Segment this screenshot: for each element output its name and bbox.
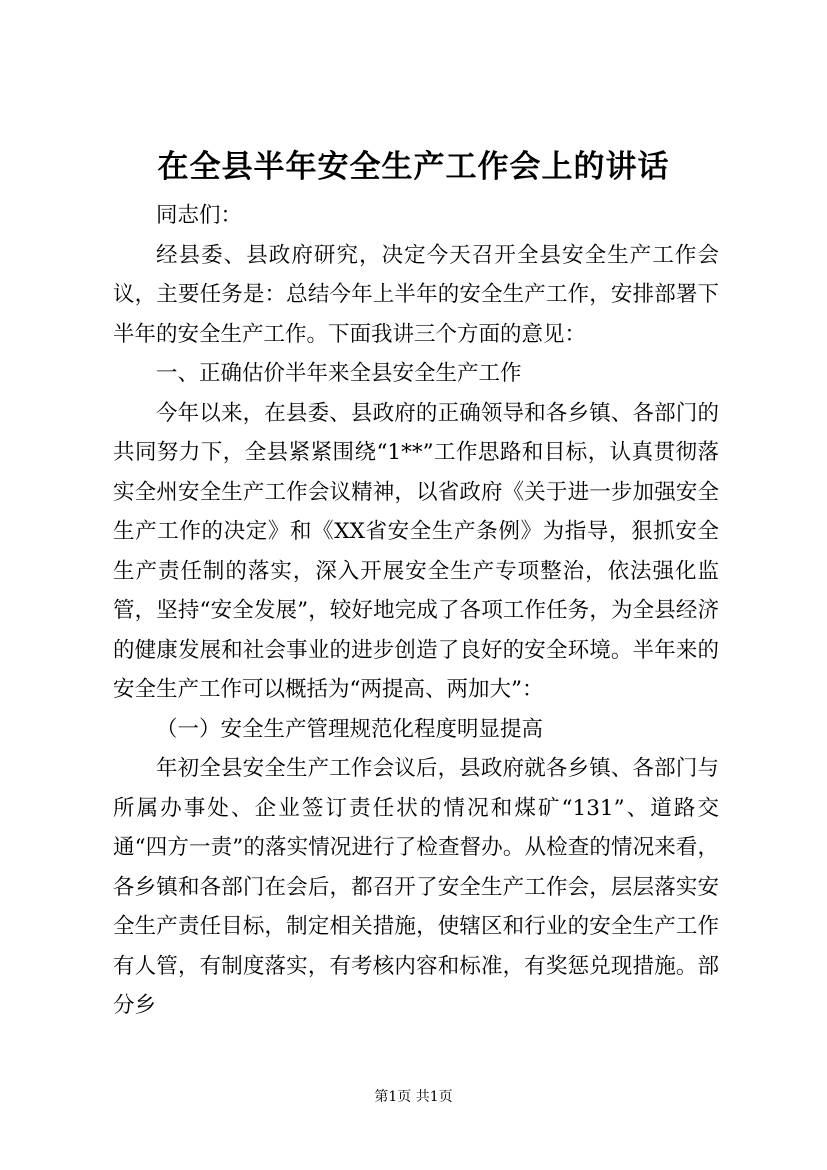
- document-title: 在全县半年安全生产工作会上的讲话: [157, 149, 670, 185]
- section-1-paragraph: 今年以来，在县委、县政府的正确领导和各乡镇、各部门的共同努力下，全县紧紧围绕“1**”工作思路和目标，认真贯彻落实全州安全生产工作会议精神，以省政府《关于进一步加强安全生产工作的决定》和《XX省安全生产条例》为指导，狠抓安全生产责任制的落实，深入开展安全生产专项整治，依法强化监管，坚持“安全发展”，较好地完成了各项工作任务，为全县经济的健康发展和社会事业的进步创造了良好的安全环境。半年来的安全生产工作可以概括为“两提高、两加大”：: [113, 400, 719, 702]
- section-heading-1: 一、正确估价半年来全县安全生产工作: [156, 361, 522, 386]
- intro-paragraph: 经县委、县政府研究，决定今天召开全县安全生产工作会议，主要任务是：总结今年上半年的安全生产工作，安排部署下半年的安全生产工作。下面我讲三个方面的意见：: [113, 242, 719, 347]
- subsection-1-paragraph: 年初全县安全生产工作会议后，县政府就各乡镇、各部门与所属办事处、企业签订责任状的情况和煤矿“131”、道路交通“四方一责”的落实情况进行了检查督办。从检查的情况来看，各乡镇和各部门在会后，都召开了安全生产工作会，层层落实安全生产责任目标，制定相关措施，使辖区和行业的安全生产工作有人管，有制度落实，有考核内容和标准，有奖惩兑现措施。部分乡: [113, 756, 719, 1018]
- salutation: 同志们：: [156, 203, 243, 228]
- page-footer: 第1页 共1页: [374, 1089, 453, 1105]
- subsection-heading-1: （一）安全生产管理规范化程度明显提高: [156, 716, 544, 742]
- document-body: [113, 196, 719, 1026]
